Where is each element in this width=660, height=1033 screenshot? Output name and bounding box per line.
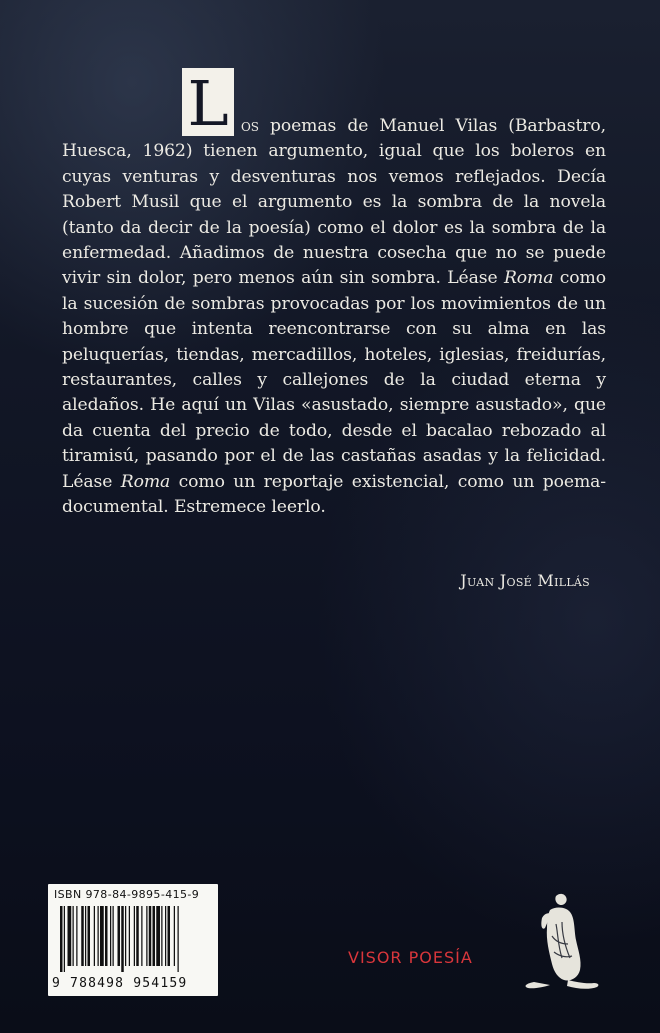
barcode-bar <box>121 906 124 972</box>
barcode-bar <box>64 906 65 972</box>
barcode-bar <box>125 906 126 966</box>
barcode-bar <box>68 906 72 966</box>
barcode-bar <box>73 906 74 966</box>
barcode-bar <box>168 906 171 966</box>
barcode-bar <box>136 906 139 966</box>
first-word-rest: os <box>241 116 259 136</box>
barcode-bar <box>85 906 86 966</box>
barcode-bar <box>113 906 114 966</box>
barcode-bars <box>60 906 208 972</box>
barcode-bar <box>156 906 160 966</box>
ean-digits: 9 788498 954159 <box>52 976 188 991</box>
barcode-bar <box>141 906 142 966</box>
barcode-bar <box>60 906 63 972</box>
barcode-bar <box>129 906 130 966</box>
blurb-text-lead: poemas de Manuel Vilas (Barbastro, Huesca, 1962) tienen argumento, igual que los boleros en cuyas venturas y desventuras nos vemos reflejados. Decía Robert Musil que el argumento es la sombra de la novela (tanto da decir de la poesía) como el dolor es la sombra de la enfermedad. Añadimos de nuestra cosecha que no se puede vivir sin dolor, pero menos aún sin sombra. Léase <box>62 116 606 289</box>
barcode-bar <box>134 906 135 966</box>
barcode-bar <box>76 906 77 966</box>
barcode-bar <box>146 906 147 966</box>
barcode-bar <box>88 906 91 966</box>
isbn-label: ISBN 978-84-9895-415-9 <box>54 888 200 901</box>
blurb-paragraph <box>62 68 606 521</box>
attribution-author: Juan José Millás <box>460 571 590 590</box>
visor-figure-logo <box>512 888 608 998</box>
publisher-name: VISOR POESÍA <box>348 948 473 967</box>
barcode-bar <box>149 906 152 966</box>
blurb-text-middle: como la sucesión de sombras provocadas por los movimientos de un hombre que intenta reencontrarse con su alma en las peluquerías, tiendas, mercadillos, hoteles, iglesias, freidurías, restaurantes, calles y callejones de la ciudad eterna y aledaños. He aquí un Vilas «asustado, siempre asustado», que da cuenta del precio de todo, desde el bacalao rebozado al tiramisú, pasando por el de las castañas asadas y la felicidad. Léase <box>62 268 606 492</box>
book-title-roma-2: Roma <box>120 471 171 492</box>
barcode-bar <box>118 906 121 966</box>
barcode-bar <box>110 906 111 966</box>
barcode-bar <box>105 906 108 966</box>
barcode-bar <box>165 906 166 966</box>
barcode-bar <box>94 906 95 966</box>
barcode-bar <box>81 906 84 966</box>
barcode-bar <box>161 906 162 966</box>
blurb-text-end: como un reportaje existencial, como un poema-documental. Estremece leerlo. <box>62 471 606 518</box>
barcode-bar <box>153 906 156 966</box>
barcode-bar <box>100 906 104 966</box>
barcode-bar <box>178 906 179 972</box>
book-title-roma-1: Roma <box>503 268 554 289</box>
isbn-barcode <box>48 884 218 996</box>
barcode-bar <box>174 906 175 966</box>
barcode-bar <box>98 906 99 966</box>
drop-cap: L <box>182 68 234 136</box>
